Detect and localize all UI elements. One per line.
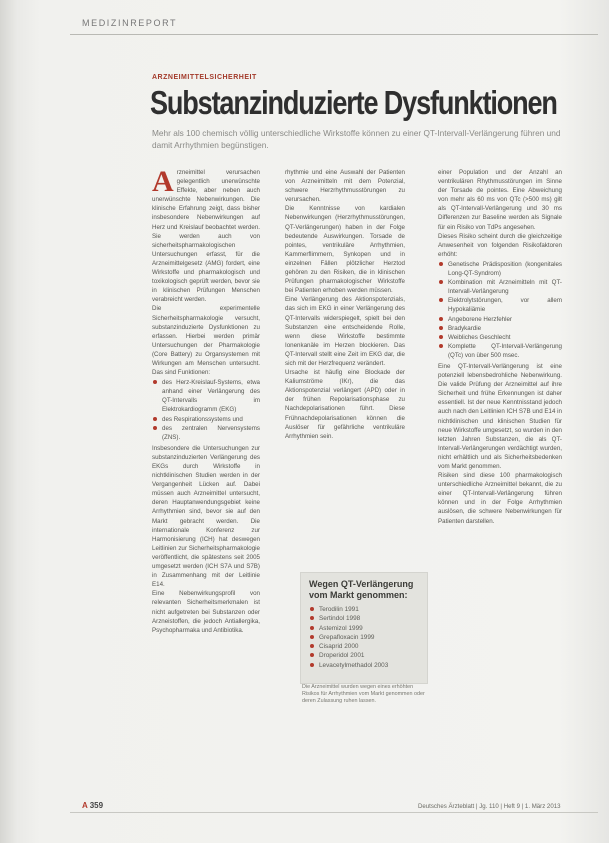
bullet-dot-icon	[153, 380, 157, 384]
article-deck: Mehr als 100 chemisch völlig unterschiedliche Wirkstoffe können zu einer QT-Intervall-Verlängerung führen und damit Arrhythmien begünstigen.	[152, 128, 561, 150]
list-item: Cisaprid 2000	[309, 642, 419, 651]
list-item: des zentralen Nervensystems (ZNS).	[152, 424, 260, 442]
list-item: Komplette QT-Intervall-Verlängerung (QTc) von über 500 msec.	[438, 342, 562, 360]
list-item: des Respirationssystems und	[152, 415, 260, 424]
bullet-dot-icon	[153, 426, 157, 430]
bullet-dot-icon	[439, 344, 443, 348]
paragraph: Die Kenntnisse von kardialen Nebenwirkungen (Herzrhythmusstörungen, QT-Verlängerungen) haben in der Folge bedeutende Auswirkungen. Torsade de pointes, ventrikuläre Arrhythmien, Kammerflimmern, Synkopen und in einzelnen Fällen plötzlicher Herztod gehören zu den Risiken, die in klinischen Prüfungen pharmakologischer Wirkstoffe bei Patienten erhoben werden müssen.	[285, 205, 405, 295]
bullet-dot-icon	[439, 335, 443, 339]
bullet-dot-icon	[439, 298, 443, 302]
footer-rule	[70, 812, 598, 813]
paragraph: Insbesondere die Untersuchungen zur substanzinduzierten Verlängerung des EKGs durch Wirkstoffe in nichtklinischen Studien werden in der Vergangenheit Lücken auf. Dabei müssen auch Arzneimittel untersucht, deren Hauptanwendungsgebiet keine Arrhythmien sind, bevor sie auf den Markt gebracht werden. Die internationale Konferenz zur Harmonisierung (ICH) hat deswegen Leitlinien zur Sicherheitspharmakologie veröffentlicht, die spätestens seit 2005 umgesetzt werden (ICH S7A und S7B) in Zusammenhang mit der Leitlinie E14.	[152, 444, 260, 589]
bullet-dot-icon	[310, 663, 314, 667]
bullet-dot-icon	[310, 644, 314, 648]
running-head: MEDIZINREPORT	[82, 18, 178, 28]
paragraph: rhythmie und eine Auswahl der Patienten von Arzneimitteln mit dem Potenzial, schwere Herzrhythmusstörungen zu verursachen.	[285, 169, 405, 204]
list-item: Astemizol 1999	[309, 624, 419, 633]
bullet-list	[152, 378, 260, 442]
info-box	[300, 572, 428, 684]
paragraph: Ursache ist häufig eine Blockade der Kaliumströme (IKr), die das Aktionspotenzial verlängert (APD) oder in der frühen Repolarisationsphase zu Nachdepolarisationen führt. Diese Frühnachdepolarisationen können die Auslöser für gefährliche ventrikuläre Arrhythmien sein.	[285, 369, 405, 440]
page-fold-shadow	[0, 0, 18, 843]
paragraph: Eine Nebenwirkungsprofil von relevanten Sicherheitsmerkmalen ist nicht aufgetreten bei Substanzen oder Arzneistoffen, die jedoch Antiallergika, Psychopharmaka und Antibiotika.	[152, 590, 260, 634]
list-item: Levacetylmethadol 2003	[309, 661, 419, 670]
withdrawn-drugs-list	[309, 605, 419, 670]
bullet-dot-icon	[310, 616, 314, 620]
list-item: Genetische Prädisposition (kongenitales Long-QT-Syndrom)	[438, 260, 562, 278]
article-kicker: ARZNEIMITTELSICHERHEIT	[152, 74, 257, 81]
bullet-dot-icon	[310, 653, 314, 657]
paragraph: Arzneimittel verursachen gelegentlich unerwünschte Effekte, aber neben auch unerwünschte Nebenwirkungen. Die klinische Erfahrung zeigt, dass bisher insbesondere Nebenwirkungen auf Herz und Kreislauf beobachtet werden. Sie werden auch von sicherheitspharmakologischen Untersuchungen erfasst, für die Arzneimittelgesetz (AMG) fordert, eine Wirkstoffe und pharmakologisch und toxikologisch geprüft werden, bevor sie in klinischen Prüfungen Menschen verabreicht werden.	[152, 165, 260, 304]
list-item: Elektrolytstörungen, vor allem Hypokaliämie	[438, 296, 562, 314]
paragraph: Risiken sind diese 100 pharmakologisch unterschiedliche Arzneimittel bekannt, die zu einer QT-Intervall-Verlängerung führen können und in der Folge Arrhythmien auslösen, die schwere Nebenwirkungen für Patienten darstellen.	[438, 472, 562, 525]
bullet-dot-icon	[439, 280, 443, 284]
bullet-list	[438, 260, 562, 360]
bullet-dot-icon	[439, 262, 443, 266]
list-item: des Herz-Kreislauf-Systems, etwa anhand einer Verlängerung des QT-Intervalls im Elektrokardiogramm (EKG)	[152, 378, 260, 414]
list-item: Weibliches Geschlecht	[438, 333, 562, 342]
column-1	[152, 165, 260, 635]
bullet-dot-icon	[310, 626, 314, 630]
bullet-dot-icon	[310, 607, 314, 611]
list-item: Grepafloxacin 1999	[309, 633, 419, 642]
header-rule	[70, 34, 598, 35]
paragraph: Dieses Risiko scheint durch die gleichzeitige Anwesenheit von folgenden Risikofaktoren erhöht:	[438, 232, 562, 258]
list-item: Sertindol 1998	[309, 614, 419, 623]
journal-citation: Deutsches Ärzteblatt | Jg. 110 | Heft 9 | 1. März 2013	[418, 803, 561, 810]
list-item: Bradykardie	[438, 324, 562, 333]
page-number	[82, 801, 103, 810]
list-item: Angeborene Herzfehler	[438, 315, 562, 324]
info-box-note: Die Arzneimittel wurden wegen eines erhöhten Risikos für Arrhythmien vom Markt genommen oder deren Zulassung ruhen lassen.	[302, 684, 425, 705]
article-title: Substanzinduzierte Dysfunktionen	[150, 84, 557, 121]
paragraph: Die experimentelle Sicherheitspharmakologie versucht, substanzinduzierte Dysfunktionen zu erfassen. Hierbei werden primär Untersuchungen der Pharmakologie (Core Battery) zu Organsystemen mit Wirkungen am Menschen untersucht. Das sind Funktionen:	[152, 305, 260, 377]
list-item: Droperidol 2001	[309, 651, 419, 660]
page-marker: A	[82, 801, 88, 810]
column-3	[438, 168, 562, 526]
bullet-dot-icon	[439, 317, 443, 321]
list-item: Kombination mit Arzneimitteln mit QT-Intervall-Verlängerung	[438, 278, 562, 296]
bullet-dot-icon	[439, 326, 443, 330]
paragraph: einer Population und der Anzahl an ventrikulären Rhythmusstörungen im Sinne der Torsade de pointes. Eine Abweichung von mehr als 60 ms von QTc (>500 ms) gilt als QT-Intervall-Verlängerung und 30 ms Differenzen zur Baseline werden als Signale für ein Risiko von TdPs angesehen.	[438, 169, 562, 231]
drop-cap: A	[152, 165, 174, 198]
list-item: Terodilin 1991	[309, 605, 419, 614]
info-box-title: Wegen QT-Verlängerung vom Markt genommen:	[309, 579, 414, 600]
bullet-dot-icon	[153, 417, 157, 421]
paragraph: Eine Verlängerung des Aktionspotenzials, das sich im EKG in einer Verlängerung des QT-Intervalls widerspiegelt, spielt bei den Substanzen eine entscheidende Rolle, wenn diese Wirkstoffe bestimmte Ionenkanäle im Herzen blockieren. Das QT-Intervall stellt eine Zeit im EKG dar, die sich mit der Herzfrequenz verändert.	[285, 296, 405, 367]
page-number-value: 359	[89, 801, 104, 810]
bullet-dot-icon	[310, 635, 314, 639]
column-2	[285, 168, 405, 441]
paragraph: Eine QT-Intervall-Verlängerung ist eine potenziell lebensbedrohliche Nebenwirkung. Die valide Prüfung der Arzneimittel auf ihre Sicherheit und frühe Erkennungen ist daher essentiell. Ist der neue Kenntnisstand jedoch auch nach den Leitlinien ICH S7B und E14 in nichtklinischen und klinischen Studien für neue Wirkstoffe umgesetzt, so wurden in den letzten Jahren Substanzen, die als QT-Intervall-Verlängerungen verdächtigt wurden, nicht erhältlich und als Sicherheitsbedenken vom Markt genommen.	[438, 362, 562, 470]
